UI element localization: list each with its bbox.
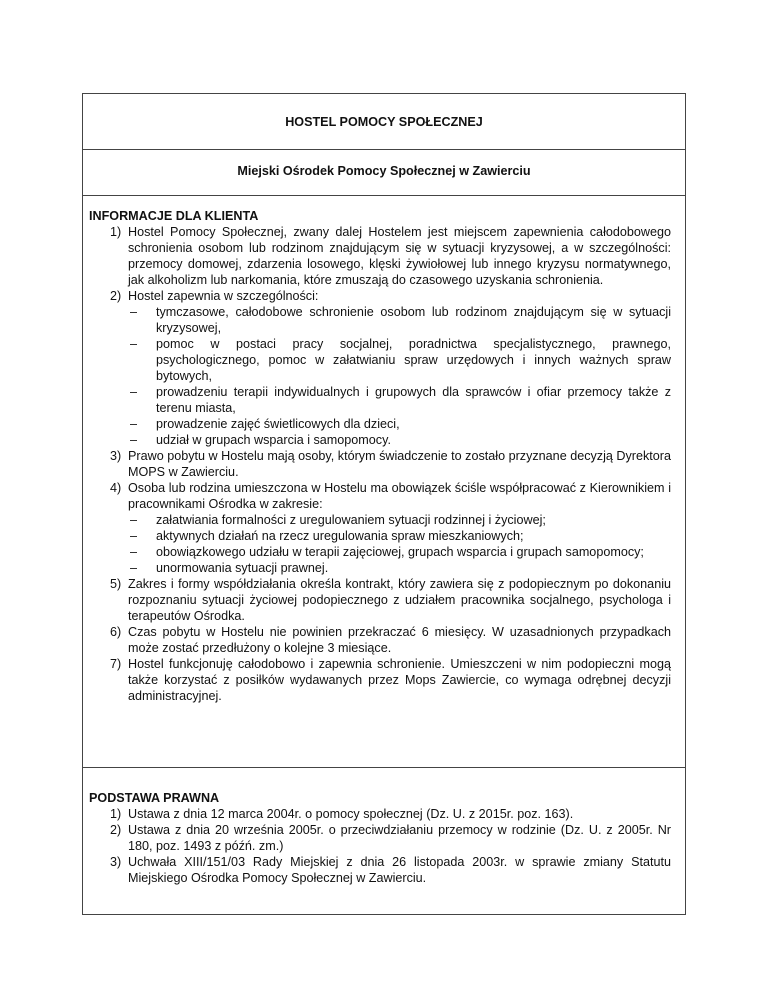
title-row — [83, 94, 685, 150]
dash-bullet: – — [130, 513, 138, 527]
list-item — [89, 822, 671, 854]
sub-list-item — [128, 416, 671, 432]
sub-list-item — [128, 304, 671, 336]
sub-list-item — [128, 336, 671, 384]
legal-basis-section — [89, 790, 671, 886]
sub-item-text: unormowania sytuacji prawnej. — [156, 561, 329, 575]
sub-list-item — [128, 432, 671, 448]
sub-list — [128, 512, 671, 576]
item-text: Prawo pobytu w Hostelu mają osoby, którym świadczenie to zostało przyznane decyzją Dyrektora MOPS w Zawierciu. — [128, 449, 671, 479]
item-text: Czas pobytu w Hostelu nie powinien przekraczać 6 miesięcy. W uzasadnionych przypadkach może zostać przedłużony o kolejne 3 miesiące. — [128, 625, 671, 655]
legal-basis-list — [89, 806, 671, 886]
client-info-row — [83, 196, 685, 768]
item-text: Osoba lub rodzina umieszczona w Hostelu ma obowiązek ściśle współpracować z Kierownikiem i pracownikami Ośrodka w zakresie: — [128, 481, 671, 511]
dash-bullet: – — [130, 385, 138, 399]
dash-bullet: – — [130, 545, 138, 559]
item-text: Ustawa z dnia 20 września 2005r. o przeciwdziałaniu przemocy w rodzinie (Dz. U. z 2005r. Nr 180, poz. 1493 z późń. zm.) — [128, 823, 671, 853]
list-item — [89, 576, 671, 624]
sub-item-text: aktywnych działań na rzecz uregulowania spraw mieszkaniowych; — [156, 529, 524, 543]
institution-name: Miejski Ośrodek Pomocy Społecznej w Zawierciu — [237, 164, 531, 178]
document-title: HOSTEL POMOCY SPOŁECZNEJ — [285, 115, 483, 129]
client-info-list — [89, 224, 671, 704]
sub-item-text: załatwiania formalności z uregulowaniem sytuacji rodzinnej i życiowej; — [156, 513, 546, 527]
legal-basis-row — [83, 768, 685, 914]
item-text: Hostel funkcjonuję całodobowo i zapewnia schronienie. Umieszczeni w nim podopieczni mogą także korzystać z posiłków wydawanych przez Mops Zawiercie, co wymaga odrębnej decyzji administracyjnej. — [128, 657, 671, 703]
item-text: Ustawa z dnia 12 marca 2004r. o pomocy społecznej (Dz. U. z 2015r. poz. 163). — [128, 807, 574, 821]
client-info-section — [89, 208, 671, 704]
dash-bullet: – — [130, 305, 138, 319]
legal-basis-heading: PODSTAWA PRAWNA — [89, 791, 220, 805]
list-item — [89, 624, 671, 656]
item-text: Hostel Pomocy Społecznej, zwany dalej Hostelem jest miejscem zapewnienia całodobowego schronienia osobom lub rodzinom znajdującym się w sytuacji kryzysowej, a w szczególności: przemocy domowej, zdarzenia losowego, klęski żywiołowej lub innego kryzysu normatywnego, jak alkoholizm lub narkomania, które zmuszają do czasowego uzyskania schronienia. — [128, 225, 671, 287]
sub-item-text: udział w grupach wsparcia i samopomocy. — [156, 433, 391, 447]
dash-bullet: – — [130, 561, 138, 575]
sub-list-item — [128, 528, 671, 544]
sub-item-text: pomoc w postaci pracy socjalnej, poradnictwa specjalistycznego, prawnego, psychologicznego, pomoc w załatwianiu spraw urzędowych i innych ważnych spraw bytowych, — [156, 337, 671, 383]
item-text: Zakres i formy współdziałania określa kontrakt, który zawiera się z podopiecznym po dokonaniu rozpoznaniu sytuacji życiowej podopiecznego z udziałem pracownika socjalnego, psychologa i terapeutów Ośrodka. — [128, 577, 671, 623]
item-text: Hostel zapewnia w szczególności: — [128, 289, 319, 303]
item-number: 7) — [110, 657, 122, 671]
dash-bullet: – — [130, 529, 138, 543]
list-item — [89, 288, 671, 448]
dash-bullet: – — [130, 433, 138, 447]
sub-list-item — [128, 384, 671, 416]
item-number: 3) — [110, 449, 122, 463]
sub-item-text: obowiązkowego udziału w terapii zajęciowej, grupach wsparcia i grupach samopomocy; — [156, 545, 644, 559]
list-item — [89, 480, 671, 576]
sub-list — [128, 304, 671, 448]
item-number: 6) — [110, 625, 122, 639]
dash-bullet: – — [130, 337, 138, 351]
item-number: 2) — [110, 823, 122, 837]
list-item — [89, 656, 671, 704]
document-table — [82, 93, 686, 915]
dash-bullet: – — [130, 417, 138, 431]
sub-list-item — [128, 544, 671, 560]
item-number: 3) — [110, 855, 122, 869]
sub-list-item — [128, 560, 671, 576]
list-item — [89, 448, 671, 480]
sub-list-item — [128, 512, 671, 528]
list-item — [89, 806, 671, 822]
item-text: Uchwała XIII/151/03 Rady Miejskiej z dnia 26 listopada 2003r. w sprawie zmiany Statutu Miejskiego Ośrodka Pomocy Społecznej w Zawierciu. — [128, 855, 671, 885]
client-info-heading: INFORMACJE DLA KLIENTA — [89, 209, 259, 223]
sub-item-text: prowadzenie zajęć świetlicowych dla dzieci, — [156, 417, 400, 431]
list-item — [89, 224, 671, 288]
list-item — [89, 854, 671, 886]
item-number: 2) — [110, 289, 122, 303]
subtitle-row — [83, 150, 685, 196]
item-number: 4) — [110, 481, 122, 495]
sub-item-text: prowadzeniu terapii indywidualnych i grupowych dla sprawców i ofiar przemocy także z terenu miasta, — [156, 385, 671, 415]
item-number: 1) — [110, 807, 122, 821]
item-number: 5) — [110, 577, 122, 591]
sub-item-text: tymczasowe, całodobowe schronienie osobom lub rodzinom znajdującym się w sytuacji kryzysowej, — [156, 305, 671, 335]
item-number: 1) — [110, 225, 122, 239]
